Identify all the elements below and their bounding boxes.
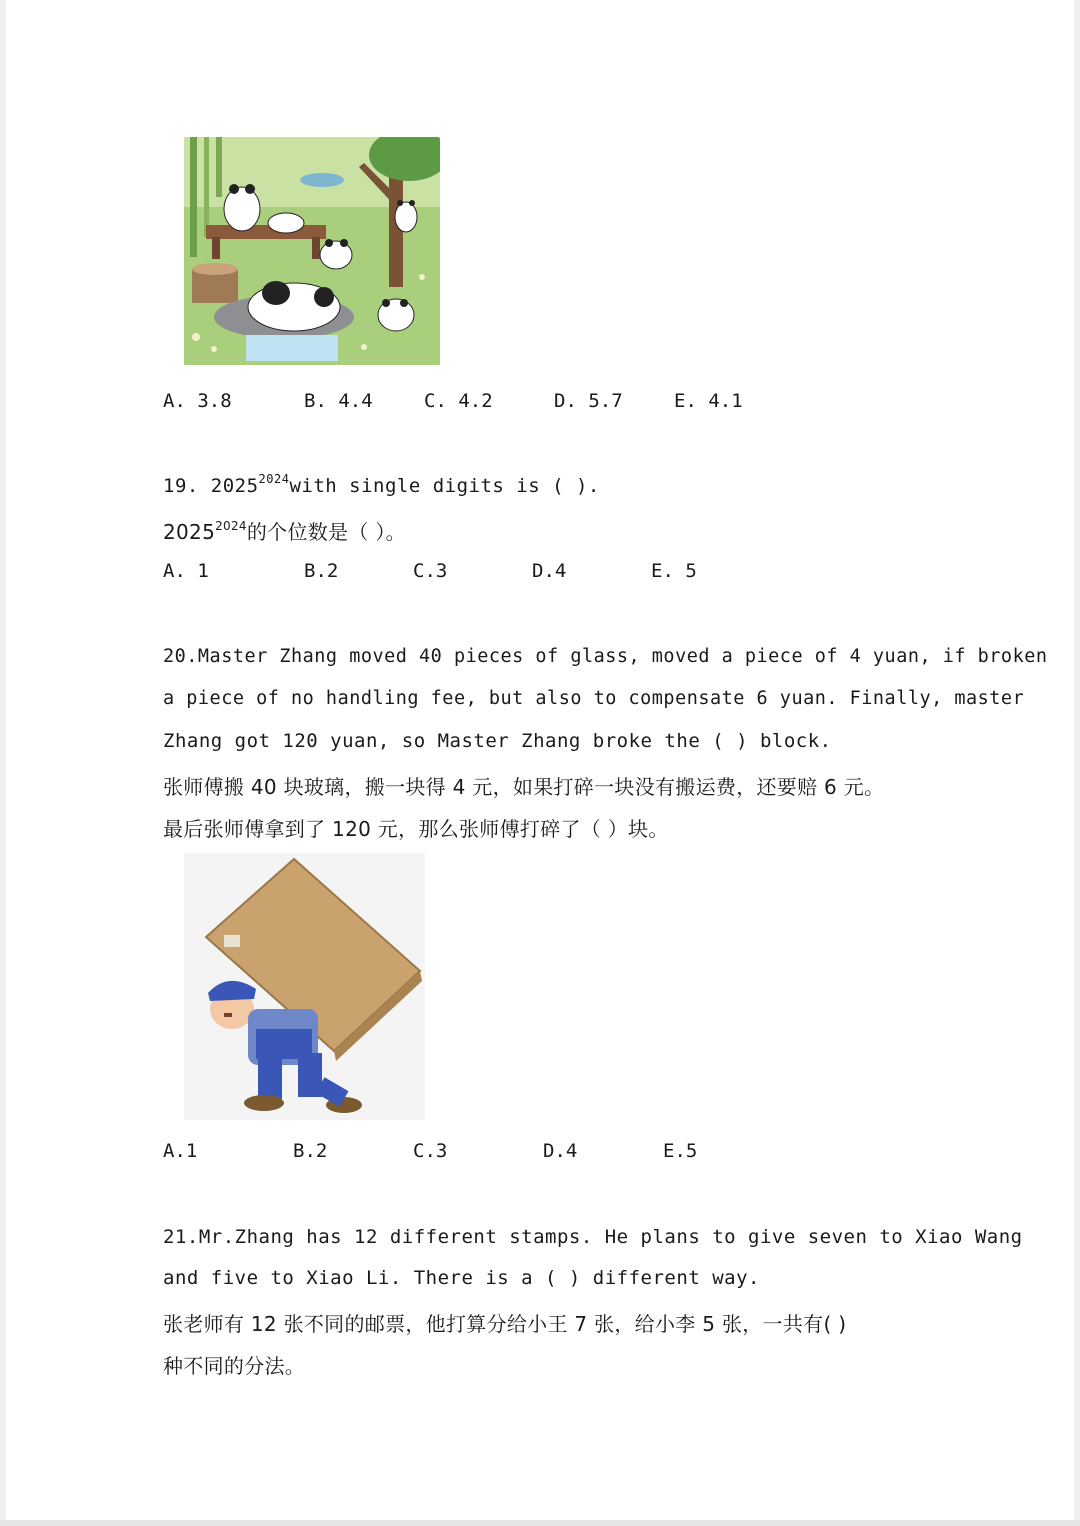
q19-option-b[interactable]: B.2 [304,560,339,582]
q20-question-cn-line2: 最后张师傅拿到了 120 元，那么张师傅打碎了（ ）块。 [163,817,669,841]
worksheet-page [6,0,1074,1520]
q20-option-d[interactable]: D.4 [543,1140,578,1162]
mover-illustration [184,853,425,1120]
panda-illustration [184,137,440,365]
q19-question-cn [163,516,406,545]
page-bottom-edge [0,1520,1080,1526]
q19-option-c[interactable]: C.3 [413,560,448,582]
q20-question-en-line2: a piece of no handling fee, but also to compensate 6 yuan. Finally, master [163,688,1025,709]
q19-exponent-cn: 2024 [215,519,247,533]
q19-option-a[interactable]: A. 1 [163,560,209,582]
q18-option-b[interactable]: B. 4.4 [304,390,373,412]
q20-question-cn-line1: 张师傅搬 40 块玻璃，搬一块得 4 元，如果打碎一块没有搬运费，还要赔 6 元。 [163,775,885,799]
q20-option-e[interactable]: E.5 [663,1140,698,1162]
q18-option-e[interactable]: E. 4.1 [674,390,743,412]
q19-base: 2025 [210,475,259,497]
q18-option-d[interactable]: D. 5.7 [554,390,623,412]
q18-option-a[interactable]: A. 3.8 [163,390,232,412]
q20-option-b[interactable]: B.2 [293,1140,328,1162]
q19-number: 19. [163,475,199,497]
q20-option-c[interactable]: C.3 [413,1140,448,1162]
q19-option-d[interactable]: D.4 [532,560,567,582]
q21-question-cn-line2: 种不同的分法。 [163,1354,306,1378]
q19-base-cn: 2025 [163,520,216,544]
q21-question-en-line2: and five to Xiao Li. There is a ( ) different way. [163,1267,760,1289]
q19-text-cn: 的个位数是（ ）。 [246,520,406,544]
q19-question-en [163,472,600,497]
q21-question-en-line1: 21.Mr.Zhang has 12 different stamps. He plans to give seven to Xiao Wang [163,1226,1023,1248]
q18-option-c[interactable]: C. 4.2 [424,390,493,412]
q19-text-en: with single digits is ( ). [289,475,600,497]
q21-question-cn-line1: 张老师有 12 张不同的邮票，他打算分给小王 7 张，给小李 5 张，一共有( ) [163,1312,847,1336]
q20-option-a[interactable]: A.1 [163,1140,198,1162]
q19-option-e[interactable]: E. 5 [651,560,697,582]
q20-question-en-line3: Zhang got 120 yuan, so Master Zhang broke the ( ) block. [163,730,832,752]
q20-question-en-line1: 20.Master Zhang moved 40 pieces of glass, moved a piece of 4 yuan, if broken [163,646,1048,667]
q19-exponent: 2024 [258,472,290,486]
